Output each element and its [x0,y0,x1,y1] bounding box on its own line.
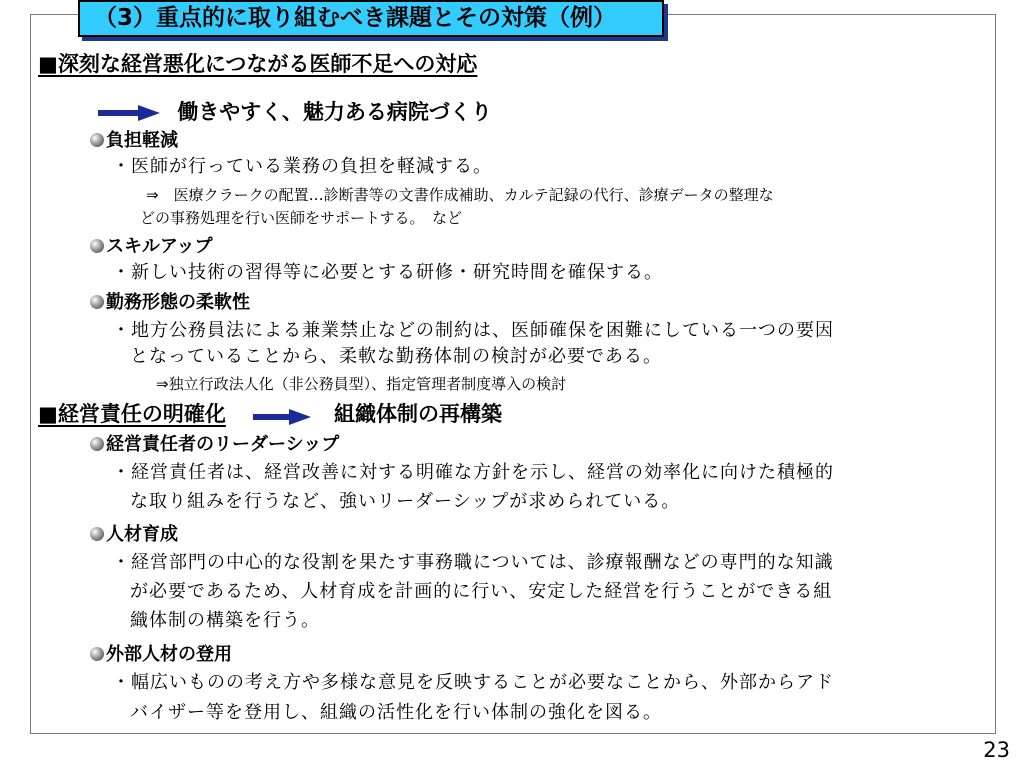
item-text: となっていることから、柔軟な勤務体制の検討が必要である。 [130,346,662,367]
item-text: ・医師が行っている業務の負担を軽減する。 [112,156,492,177]
item-heading-label: 負担軽減 [106,130,178,151]
item-text: が必要であるため、人材育成を計画的に行い、安定した経営を行うことができる組 [130,581,833,602]
item-heading-label: スキルアップ [106,236,213,257]
item-text: ・経営責任者は、経営改善に対する明確な方針を示し、経営の効率化に向けた積極的 [112,462,834,483]
item-heading-label: 外部人材の登用 [106,644,232,665]
section1-heading: ■深刻な経営悪化につながる医師不足への対応 [38,52,478,76]
sphere-bullet-icon [90,647,104,661]
page-number: 23 [983,738,1010,762]
sphere-bullet-icon [90,295,104,309]
section1-goal-text: 働きやすく、魅力ある病院づくり [177,100,492,124]
item-heading-talent [90,520,178,546]
slide-title: （3）重点的に取り組むべき課題とその対策（例） [78,0,664,37]
sphere-bullet-icon [90,133,104,147]
right-arrow-icon [253,409,311,425]
sphere-bullet-icon [90,239,104,253]
item-text: ・幅広いものの考え方や多様な意見を反映することが必要なことから、外部からアド [112,672,834,693]
item-text: 織体制の構築を行う。 [130,610,320,631]
item-note: どの事務処理を行い医師をサポートする。 など [140,209,463,227]
item-heading-skillup [90,232,213,258]
section2-heading: ■経営責任の明確化 [38,402,226,426]
item-text: ・経営部門の中心的な役割を果たす事務職については、診療報酬などの専門的な知識 [112,552,834,573]
sphere-bullet-icon [90,437,104,451]
item-heading-burden [90,126,178,152]
item-heading-flexibility [90,288,250,314]
section2-heading-row [38,398,502,428]
item-note: ⇒ 医療クラークの配置…診断書等の文書作成補助、カルテ記録の代行、診療データの整理な [146,186,774,204]
section1-goal [98,96,492,126]
sphere-bullet-icon [90,527,104,541]
item-note: ⇒独立行政法人化（非公務員型）、指定管理者制度導入の検討 [156,375,567,393]
item-heading-label: 人材育成 [106,524,178,545]
item-heading-external [90,640,232,666]
right-arrow-icon [98,105,160,121]
item-text: ・地方公務員法による兼業禁止などの制約は、医師確保を困難にしている一つの要因 [112,320,834,341]
item-heading-label: 勤務形態の柔軟性 [106,292,250,313]
item-text: バイザー等を登用し、組織の活性化を行い体制の強化を図る。 [130,702,662,723]
section2-goal-text: 組織体制の再構築 [334,402,503,426]
item-heading-label: 経営責任者のリーダーシップ [106,434,340,455]
item-heading-leadership [90,430,339,456]
item-text: ・新しい技術の習得等に必要とする研修・研究時間を確保する。 [112,262,663,283]
item-text: な取り組みを行うなど、強いリーダーシップが求められている。 [130,491,681,512]
